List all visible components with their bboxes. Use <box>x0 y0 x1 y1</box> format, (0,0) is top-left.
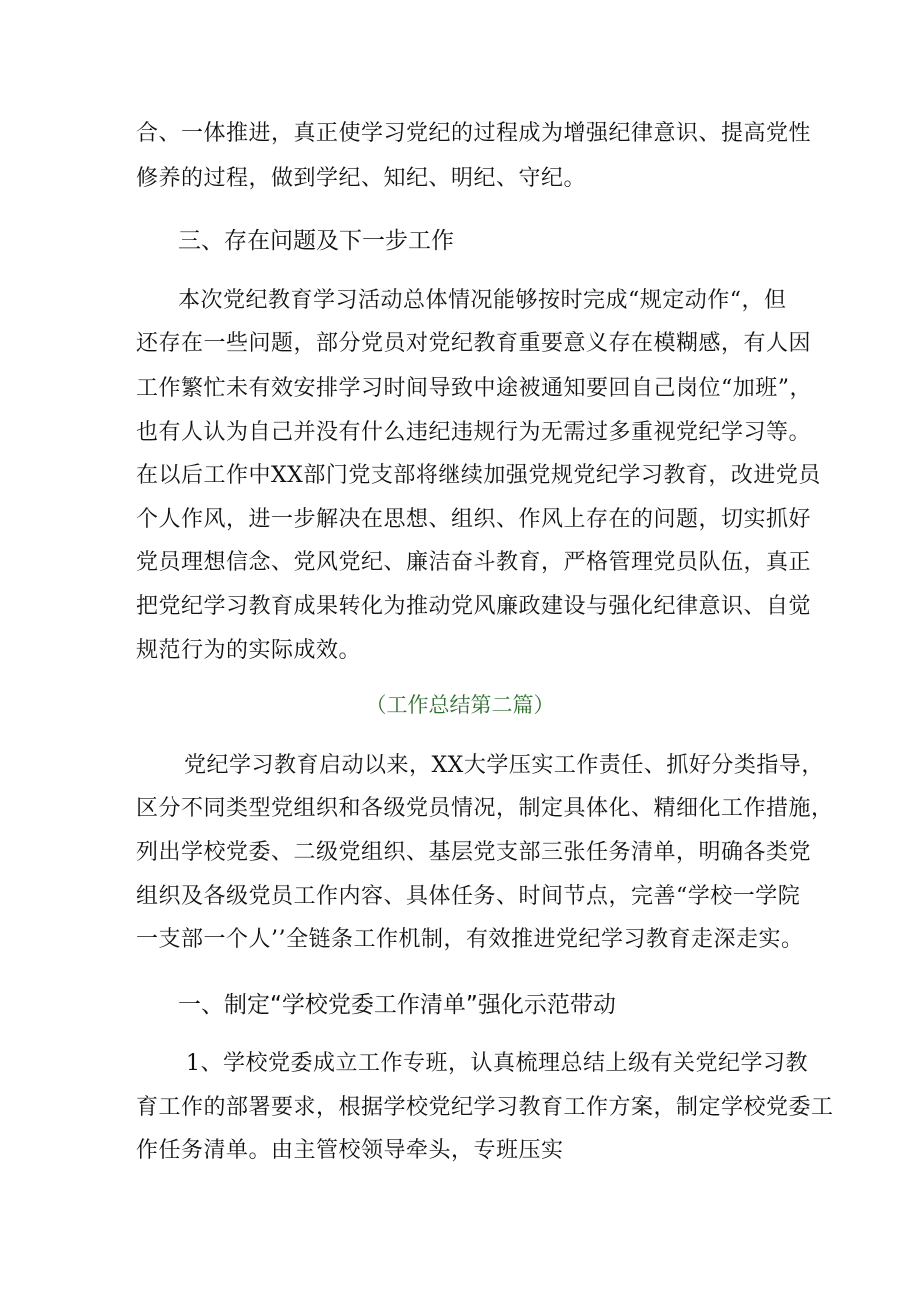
paragraph-first-line: 本次党纪教育学习活动总体情况能够按时完成“规定动作“，但 <box>178 288 787 313</box>
text-line: 还存在一些问题，部分党员对党纪教育重要意义存在模糊感，有人因 <box>136 331 812 356</box>
text-line: 党员理想信念、党风党纪、廉洁奋斗教育，严格管理党员队伍，真正 <box>136 550 812 575</box>
text-line: 一支部一个人’’全链条工作机制，有效推进党纪学习教育走深走实。 <box>136 927 804 952</box>
text-line: 也有人认为自己并没有什么违纪违规行为无需过多重视党纪学习等。 <box>136 420 812 445</box>
text-line: 列出学校党委、二级党组织、基层党支部三张任务清单，明确各类党 <box>136 840 812 865</box>
text-line: 工作繁忙未有效安排学习时间导致中途被通知要回自己岗位“加班”， <box>136 376 812 401</box>
text-line: 修养的过程，做到学纪、知纪、明纪、守纪。 <box>136 166 587 191</box>
article-subtitle: （工作总结第二篇） <box>365 693 555 717</box>
text-line: 合、一体推进，真正使学习党纪的过程成为增强纪律意识、提高党性 <box>136 121 812 146</box>
section-heading: 三、存在问题及下一步工作 <box>178 228 454 254</box>
text-line: 区分不同类型党组织和各级党员情况，制定具体化、精细化工作措施， <box>136 796 834 821</box>
text-line: 把党纪学习教育成果转化为推动党风廉政建设与强化纪律意识、自觉 <box>136 594 812 619</box>
section-heading: 一、制定“学校党委工作清单”强化示范带动 <box>178 992 616 1018</box>
text-line: 在以后工作中XX部门党支部将继续加强党规党纪学习教育，改进党员 <box>136 463 821 488</box>
text-line: 作任务清单。由主管校领导牵头，专班压实 <box>136 1138 564 1163</box>
text-line: 个人作风，进一步解决在思想、组织、作风上存在的问题，切实抓好 <box>136 507 812 532</box>
text-line: 育工作的部署要求，根据学校党纪学习教育工作方案，制定学校党委工 <box>136 1095 834 1120</box>
text-line: 组织及各级党员工作内容、具体任务、时间节点，完善“学校一学院 <box>136 884 801 909</box>
paragraph-first-line: 党纪学习教育启动以来，XX大学压实工作责任、抓好分类指导， <box>184 753 824 778</box>
text-line: 规范行为的实际成效。 <box>136 638 362 663</box>
paragraph-first-line: 1、学校党委成立工作专班，认真梳理总结上级有关党纪学习教 <box>186 1051 808 1076</box>
